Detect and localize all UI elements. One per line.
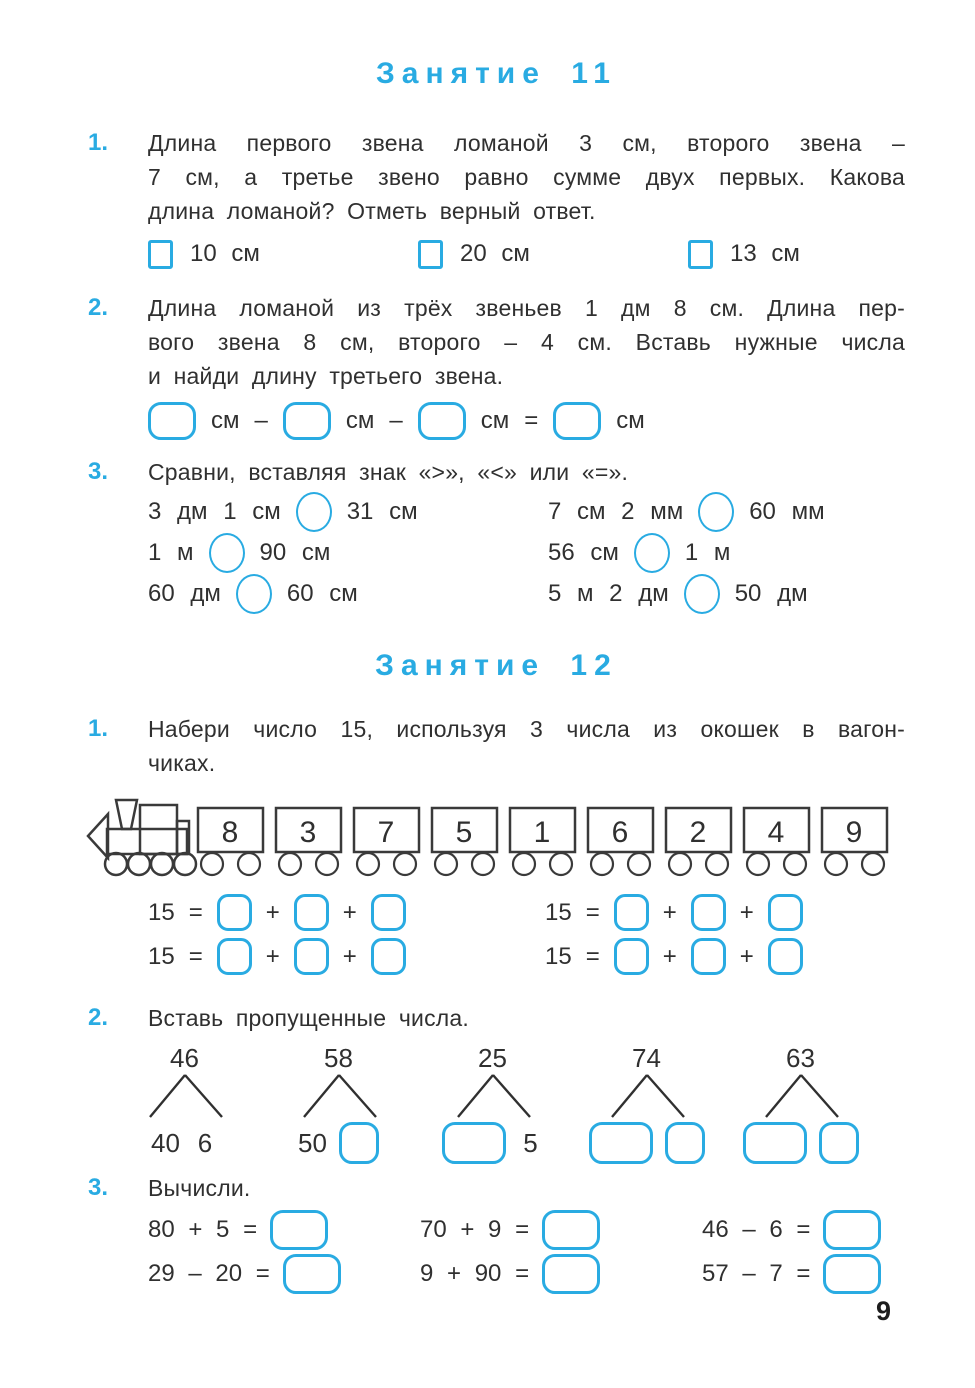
train-car [432, 808, 497, 875]
answer-checkbox[interactable] [688, 240, 713, 269]
calc-equation [702, 1253, 905, 1295]
answer-box[interactable] [339, 1122, 379, 1164]
number-tree [578, 1043, 715, 1165]
comparison-left-value: 5 м 2 дм [548, 579, 669, 607]
train-wheel-icon [128, 853, 150, 875]
comparison-sign-circle[interactable] [698, 492, 734, 532]
tree-branches-icon [123, 1073, 247, 1119]
task-body [148, 126, 905, 271]
answer-choices [148, 237, 905, 271]
train-wheel-icon [357, 853, 379, 875]
train-car [666, 808, 731, 875]
calc-equation [148, 1209, 420, 1251]
train-wheel-icon [591, 853, 613, 875]
answer-box[interactable] [691, 894, 726, 931]
comparison-left-value: 1 м [148, 538, 194, 566]
tree-child-number: 5 [523, 1127, 538, 1158]
answer-box[interactable] [819, 1122, 859, 1164]
task-body [148, 291, 905, 443]
equation-text: 57 – 7 = [702, 1260, 811, 1287]
number-tree [116, 1043, 253, 1165]
train-wheel-icon [472, 853, 494, 875]
math-token: 15 [545, 942, 572, 970]
answer-box[interactable] [823, 1254, 881, 1294]
tree-branches-icon [739, 1073, 863, 1119]
train-car-number: 6 [611, 816, 629, 849]
sum-equation [545, 938, 905, 975]
math-token: = [524, 407, 539, 434]
train-wheel-icon [862, 853, 884, 875]
text-line: вого звена 8 см, второго – 4 см. Вставь нужные числа [148, 329, 905, 355]
math-token: + [662, 898, 677, 926]
train-wheel-icon [825, 853, 847, 875]
comparison-right-value: 1 м [684, 538, 731, 566]
comparison-column-right [548, 491, 905, 614]
number-trees [116, 1043, 905, 1165]
task-text [148, 126, 905, 228]
answer-box[interactable] [283, 1254, 341, 1294]
comparison-left-value: 7 см 2 мм [548, 497, 684, 525]
task-text [148, 1001, 905, 1035]
train-wheel-icon [394, 853, 416, 875]
train-wheel-icon [316, 853, 338, 875]
answer-choice [418, 240, 688, 269]
number-tree [732, 1043, 869, 1165]
comparison-row [148, 573, 548, 614]
math-token: – [254, 407, 268, 434]
answer-box[interactable] [614, 894, 649, 931]
tree-top-number: 58 [324, 1043, 353, 1073]
equation-text: 29 – 20 = [148, 1260, 270, 1287]
answer-box[interactable] [614, 938, 649, 975]
train-wheel-icon [628, 853, 650, 875]
math-token: – [389, 407, 403, 434]
math-token: 15 [545, 898, 572, 926]
math-token: = [188, 898, 203, 926]
comparison-sign-circle[interactable] [684, 574, 720, 614]
math-token: + [265, 942, 280, 970]
comparison-right-value: 50 дм [734, 579, 808, 607]
lesson11-task1 [88, 126, 905, 271]
math-token: + [342, 942, 357, 970]
answer-box[interactable] [217, 938, 252, 975]
tree-children [743, 1121, 859, 1165]
train-graphic [85, 796, 905, 878]
task-body [148, 455, 905, 614]
tree-child-number: 6 [197, 1127, 213, 1158]
text-line: Длина первого звена ломаной 3 см, второго звена – [148, 130, 905, 156]
comparison-right-value: 90 см [259, 538, 331, 566]
train-car-number: 2 [689, 816, 707, 849]
tree-children [298, 1121, 379, 1165]
train-wheel-icon [279, 853, 301, 875]
math-token: + [739, 898, 754, 926]
math-token: см [345, 407, 375, 434]
comparison-row [148, 532, 548, 573]
tree-branches-icon [277, 1073, 401, 1119]
sum-equation [545, 894, 905, 931]
answer-box[interactable] [270, 1210, 328, 1250]
train-car-number: 3 [299, 816, 317, 849]
calc-equation [420, 1209, 702, 1251]
comparison-row [548, 532, 905, 573]
task-body [148, 712, 905, 780]
comparison-right-value: 31 см [346, 497, 418, 525]
answer-box[interactable] [442, 1122, 506, 1164]
comparison-sign-circle[interactable] [236, 574, 272, 614]
answer-box[interactable] [217, 894, 252, 931]
answer-box[interactable] [542, 1254, 600, 1294]
answer-choice [688, 240, 905, 269]
tree-children [151, 1121, 218, 1165]
text-line: Набери число 15, используя 3 числа из окошек в вагон- [148, 716, 905, 742]
locomotive-nose [88, 814, 108, 858]
math-token: см [211, 407, 240, 434]
sum-equations [148, 894, 905, 975]
task-body [148, 1171, 905, 1295]
text-line: 7 см, а третье звено равно сумме двух первых. Какова [148, 164, 905, 190]
train-car [276, 808, 341, 875]
train-car [588, 808, 653, 875]
task-text [148, 455, 905, 489]
comparison-sign-circle[interactable] [209, 533, 245, 573]
train-wheel-icon [435, 853, 457, 875]
train-wheel-icon [747, 853, 769, 875]
text-line: и найди длину третьего звена. [148, 363, 504, 389]
math-token: см [616, 407, 645, 434]
comparison-right-value: 60 см [286, 579, 358, 607]
answer-box[interactable] [294, 938, 329, 975]
text-line: чиках. [148, 750, 216, 776]
calc-equation [420, 1253, 702, 1295]
sum-equation [148, 894, 545, 931]
locomotive-boiler [107, 829, 187, 854]
tree-child-number: 50 [298, 1127, 327, 1158]
tree-top-number: 46 [170, 1043, 199, 1073]
lesson12-task3 [88, 1171, 905, 1295]
comparison-column-left [148, 491, 548, 614]
math-token: = [585, 898, 600, 926]
tree-top-number: 25 [478, 1043, 507, 1073]
calc-equations [148, 1209, 905, 1295]
lesson11-task3 [88, 455, 905, 614]
math-token: = [585, 942, 600, 970]
math-token: + [739, 942, 754, 970]
math-token: + [342, 898, 357, 926]
comparison-grid [148, 491, 905, 614]
tree-children [442, 1121, 544, 1165]
answer-box[interactable] [743, 1122, 807, 1164]
lesson12-task1 [88, 712, 905, 780]
task-text [148, 1171, 905, 1205]
steam-locomotive-icon [88, 800, 196, 875]
train-wheel-icon [201, 853, 223, 875]
train-wheel-icon [151, 853, 173, 875]
tree-top-number: 74 [632, 1043, 661, 1073]
answer-box[interactable] [418, 402, 466, 440]
length-formula [148, 399, 905, 443]
calc-equation [702, 1209, 905, 1251]
train-car-number: 4 [767, 816, 785, 849]
answer-box[interactable] [148, 402, 196, 440]
answer-choice [148, 240, 418, 269]
math-token: = [188, 942, 203, 970]
tree-children [589, 1121, 705, 1165]
answer-box[interactable] [283, 402, 331, 440]
train-car-number: 8 [221, 816, 239, 849]
math-token: + [662, 942, 677, 970]
answer-box[interactable] [768, 894, 803, 931]
task-number: 2. [88, 1004, 109, 1031]
task-number: 2. [88, 294, 109, 321]
lesson-11-title: Занятие 11 [376, 57, 617, 90]
answer-box[interactable] [294, 894, 329, 931]
train-car-number: 9 [845, 816, 863, 849]
answer-box[interactable] [553, 402, 601, 440]
lesson12-task2 [88, 1001, 905, 1035]
answer-box[interactable] [542, 1210, 600, 1250]
choice-label: 20 см [460, 240, 530, 267]
train-wheel-icon [669, 853, 691, 875]
text-line: Вычисли. [148, 1175, 251, 1201]
train-svg [85, 796, 917, 878]
answer-box[interactable] [665, 1122, 705, 1164]
train-car [510, 808, 575, 875]
train-cars [198, 808, 887, 875]
text-line: длина ломаной? Отметь верный ответ. [148, 198, 596, 224]
task-body [148, 1001, 905, 1035]
locomotive-chimney [116, 800, 137, 829]
comparison-sign-circle[interactable] [634, 533, 670, 573]
answer-box[interactable] [768, 938, 803, 975]
train-car [354, 808, 419, 875]
comparison-left-value: 56 см [548, 538, 619, 566]
tree-child-number: 40 [151, 1127, 180, 1158]
train-car-number: 1 [533, 816, 551, 849]
train-car [822, 808, 887, 875]
choice-label: 10 см [190, 240, 260, 267]
choice-label: 13 см [730, 240, 800, 267]
task-number: 1. [88, 715, 109, 742]
tree-top-number: 63 [786, 1043, 815, 1073]
train-wheel-icon [105, 853, 127, 875]
comparison-left-value: 60 дм [148, 579, 221, 607]
comparison-row [548, 573, 905, 614]
math-token: см [480, 407, 510, 434]
train-wheel-icon [174, 853, 196, 875]
task-number: 3. [88, 458, 109, 485]
answer-box[interactable] [371, 894, 406, 931]
comparison-sign-circle[interactable] [296, 492, 332, 532]
lesson11-task2 [88, 291, 905, 443]
math-token: 15 [148, 898, 175, 926]
equation-text: 70 + 9 = [420, 1216, 530, 1243]
train-car [744, 808, 809, 875]
answer-box[interactable] [823, 1210, 881, 1250]
tree-branches-icon [585, 1073, 709, 1119]
answer-checkbox[interactable] [148, 240, 173, 269]
task-text [148, 291, 905, 393]
train-car [198, 808, 263, 875]
math-token: 15 [148, 942, 175, 970]
calc-equation [148, 1253, 420, 1295]
comparison-row [148, 491, 548, 532]
number-tree [270, 1043, 407, 1165]
text-line: Длина ломаной из трёх звеньев 1 дм 8 см. Длина пер- [148, 295, 905, 321]
task-number: 3. [88, 1174, 109, 1201]
sum-equation [148, 938, 545, 975]
train-wheel-icon [513, 853, 535, 875]
answer-box[interactable] [371, 938, 406, 975]
train-car-number: 5 [455, 816, 473, 849]
answer-box[interactable] [691, 938, 726, 975]
train-wheel-icon [784, 853, 806, 875]
equation-text: 80 + 5 = [148, 1216, 258, 1243]
train-wheel-icon [706, 853, 728, 875]
text-line: Вставь пропущенные числа. [148, 1005, 469, 1031]
train-wheel-icon [238, 853, 260, 875]
number-tree [424, 1043, 561, 1165]
lesson-12-title: Занятие 12 [375, 649, 618, 682]
answer-checkbox[interactable] [418, 240, 443, 269]
comparison-row [548, 491, 905, 532]
comparison-left-value: 3 дм 1 см [148, 497, 281, 525]
math-token: + [265, 898, 280, 926]
comparison-right-value: 60 мм [749, 497, 825, 525]
text-line: Сравни, вставляя знак «>», «<» или «=». [148, 459, 629, 485]
tree-branches-icon [431, 1073, 555, 1119]
train-wheel-icon [550, 853, 572, 875]
train-car-number: 7 [377, 816, 395, 849]
equation-text: 9 + 90 = [420, 1260, 530, 1287]
equation-text: 46 – 6 = [702, 1216, 811, 1243]
task-text [148, 712, 905, 780]
answer-box[interactable] [589, 1122, 653, 1164]
page-number: 9 [875, 1296, 891, 1326]
task-number: 1. [88, 129, 109, 156]
